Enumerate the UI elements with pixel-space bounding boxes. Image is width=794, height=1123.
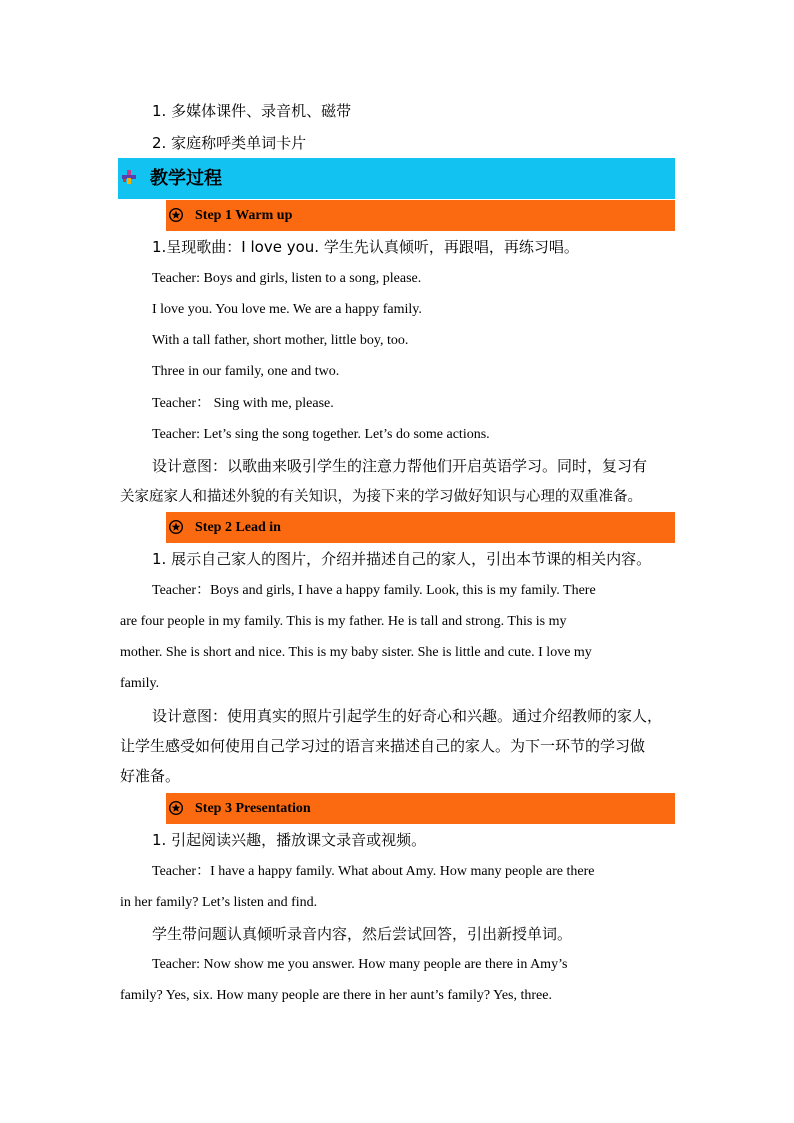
step1-line: Teacher: Boys and girls, listen to a song, please. xyxy=(152,271,422,286)
step1-design: 设计意图：以歌曲来吸引学生的注意力帮他们开启英语学习。同时，复习有 xyxy=(152,457,648,475)
step2-design: 让学生感受如何使用自己学习过的语言来描述自己的家人。为下一环节的学习做 xyxy=(120,737,646,755)
step2-design: 好准备。 xyxy=(120,767,181,785)
step1-line: Teacher： Sing with me, please. xyxy=(152,396,334,411)
step2-line: Teacher：Boys and girls, I have a happy family. Look, this is my family. There xyxy=(152,583,596,598)
step1-intro: 1.呈现歌曲：I love you. 学生先认真倾听，再跟唱，再练习唱。 xyxy=(152,238,579,256)
step3-line: Teacher：I have a happy family. What about Amy. How many people are there xyxy=(152,864,595,879)
materials-item-2: 2. 家庭称呼类单词卡片 xyxy=(152,134,307,152)
step1-label: Step 1 Warm up xyxy=(195,208,293,223)
step1-design: 关家庭家人和描述外貌的有关知识，为接下来的学习做好知识与心理的双重准备。 xyxy=(120,489,642,505)
step3-label: Step 3 Presentation xyxy=(195,801,311,816)
section-marker-icon xyxy=(122,170,136,184)
step1-line: Teacher: Let’s sing the song together. Let’s do some actions. xyxy=(152,427,490,442)
step1-line: Three in our family, one and two. xyxy=(152,364,340,379)
star-circle-icon xyxy=(169,801,183,815)
step3-line: Teacher: Now show me you answer. How many people are there in Amy’s xyxy=(152,957,568,972)
step1-line: With a tall father, short mother, little boy, too. xyxy=(152,333,409,348)
star-circle-icon xyxy=(169,520,183,534)
step2-line: are four people in my family. This is my father. He is tall and strong. This is my xyxy=(120,614,567,629)
step2-line: family. xyxy=(120,676,160,691)
star-circle-icon xyxy=(169,208,183,222)
step2-label: Step 2 Lead in xyxy=(195,520,281,535)
step3-line: family? Yes, six. How many people are there in her aunt’s family? Yes, three. xyxy=(120,988,552,1003)
step2-line: mother. She is short and nice. This is my baby sister. She is little and cute. I love my xyxy=(120,645,592,660)
step3-line: in her family? Let’s listen and find. xyxy=(120,895,318,910)
step2-intro: 1. 展示自己家人的图片，介绍并描述自己的家人，引出本节课的相关内容。 xyxy=(152,550,652,568)
step2-design: 设计意图：使用真实的照片引起学生的好奇心和兴趣。通过介绍教师的家人， xyxy=(152,707,663,725)
step3-intro: 1. 引起阅读兴趣，播放课文录音或视频。 xyxy=(152,831,427,849)
step1-line: I love you. You love me. We are a happy family. xyxy=(152,302,422,317)
step3-note: 学生带问题认真倾听录音内容，然后尝试回答，引出新授单词。 xyxy=(152,925,573,943)
section-title: 教学过程 xyxy=(150,168,222,189)
materials-item-1: 1. 多媒体课件、录音机、磁带 xyxy=(152,102,352,120)
